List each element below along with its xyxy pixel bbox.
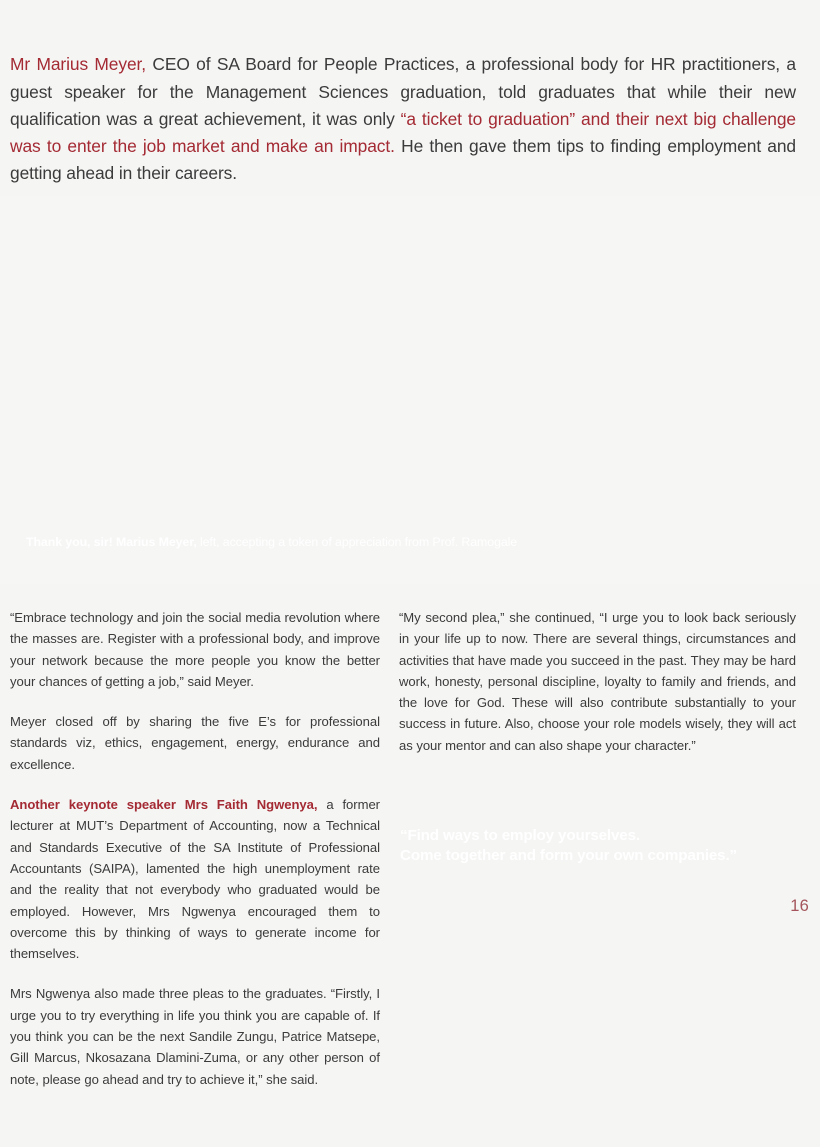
body-column-right [399,607,796,756]
intro-segment-2: He then gave them tips to finding employment and getting ahead in their careers. [10,136,797,184]
page-number: 16 [790,897,809,915]
photo-caption-lead: Thank you, sir! Marius Meyer, [26,535,197,549]
body-column-left [10,607,380,1090]
left-paragraph-3 [10,794,380,964]
left-paragraph-3-rest: a former lecturer at MUT’s Department of Accounting, now a Technical and Standards Executive of the SA Institute of Professional Accountants (SAIPA), lamented the high unemployment rate and the reality that not everybody who graduated would be employed. However, Mrs Ngwenya encouraged them to overcome this by thinking of ways to generate income for themselves. [10,797,380,962]
photo-block [0,196,820,584]
photo-caption [26,534,786,550]
left-paragraph-2: Meyer closed off by sharing the five E’s for professional standards viz, ethics, engagement, energy, endurance and excellence. [10,714,380,772]
intro-paragraph [10,51,796,187]
intro-segment-1: CEO of SA Board for People Practices, a professional body for HR practitioners, a guest speaker for the Management Sciences graduation, told graduates that while their new qualification was a great achievement, it was only [10,54,796,129]
left-paragraph-4: Mrs Ngwenya also made three pleas to the graduates. “Firstly, I urge you to try everything in life you think you are capable of. If you think you can be the next Sandile Zungu, Patrice Matsepe, Gill Marcus, Nkosazana Dlamini-Zuma, or any other person of note, please go ahead and try to achieve it,” she said. [10,986,380,1087]
left-paragraph-1: “Embrace technology and join the social media revolution where the masses are. Register with a professional body, and improve your network because the more people you know the better your chances of getting a job,” said Meyer. [10,610,380,689]
pull-quote [400,826,800,865]
pull-quote-line-2: Come together and form your own companies.” [400,846,737,864]
photo-caption-rest: left, accepting a token of appreciation from Prof. Ramogale [196,535,518,549]
intro-lead-name: Mr Marius Meyer, [10,54,147,75]
pull-quote-line-1: “Find ways to employ yourselves. [400,827,640,844]
right-paragraph-1: “My second plea,” she continued, “I urge you to look back seriously in your life up to now. There are several things, circumstances and activities that have made you succeed in the past. They may be hard work, honesty, personal discipline, loyalty to family and friends, and the love for God. These will also contribute substantially to your success in future. Also, choose your role models wisely, they will act as your mentor and can also shape your character.” [399,610,796,753]
intro-quote-highlight: “a ticket to graduation” and their next big challenge was to enter the job market and make an impact. [10,108,796,156]
keynote-speaker-heading: Another keynote speaker Mrs Faith Ngwenya, [10,797,318,813]
photo-image [0,196,820,584]
